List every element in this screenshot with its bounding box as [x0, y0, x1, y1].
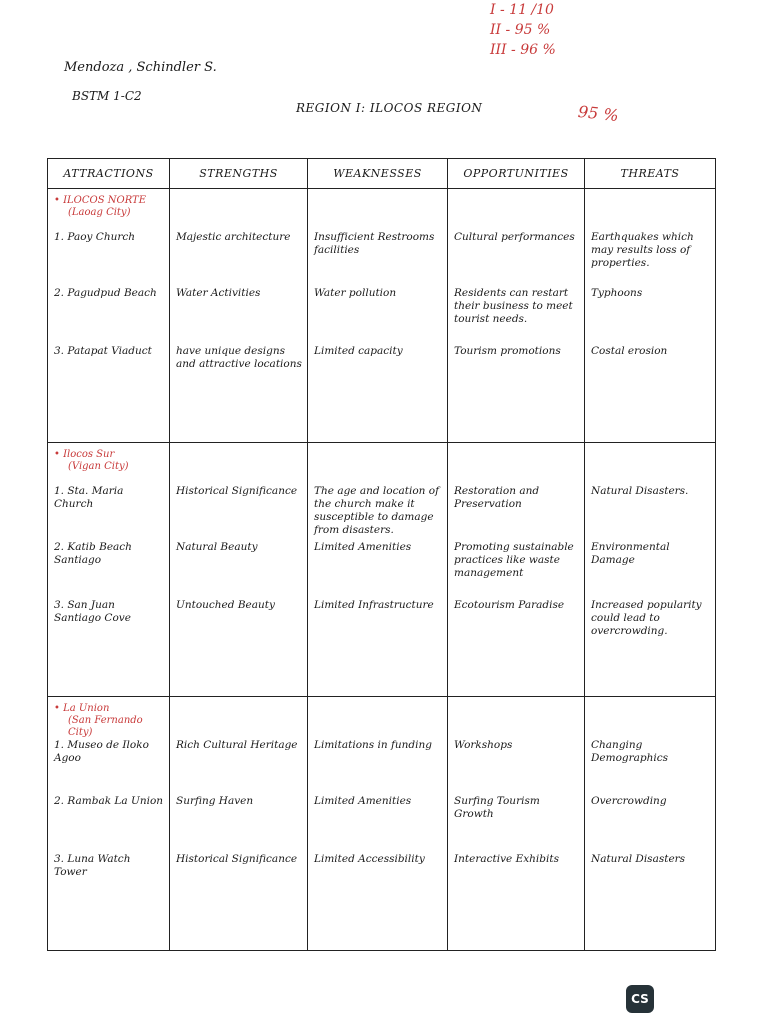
region-block	[48, 697, 716, 951]
column-header: WEAKNESSES	[308, 159, 448, 189]
region-city: (Laoag City)	[68, 207, 131, 218]
column-header: THREATS	[585, 159, 716, 189]
opportunity-entry: Tourism promotions	[454, 345, 561, 357]
opportunity-entry: Restoration and Preservation	[454, 485, 540, 510]
grade-mark: 95 %	[577, 101, 620, 126]
strength-entry: Natural Beauty	[176, 541, 258, 553]
strength-entry: Historical Significance	[176, 853, 298, 865]
table-cell	[585, 697, 716, 951]
swot-table	[47, 158, 716, 951]
table-cell	[448, 189, 585, 443]
grade-line: I - 11 /10	[490, 2, 554, 18]
table-cell	[308, 189, 448, 443]
weakness-entry: Limitations in funding	[314, 739, 432, 751]
strength-entry: Rich Cultural Heritage	[176, 739, 298, 751]
threat-entry: Increased popularity could lead to overcrowding.	[591, 599, 702, 637]
attraction-entry: 3. San Juan Santiago Cove	[54, 599, 131, 624]
threat-entry: Overcrowding	[591, 795, 667, 807]
table-cell	[448, 697, 585, 951]
student-name: Mendoza , Schindler S.	[64, 60, 217, 75]
weakness-entry: Water pollution	[314, 287, 397, 299]
region-block	[48, 189, 716, 443]
strength-entry: Untouched Beauty	[176, 599, 275, 611]
grade-notes	[490, 0, 556, 60]
attraction-entry: 2. Katib Beach Santiago	[54, 541, 132, 566]
region-name: • ILOCOS NORTE	[54, 195, 147, 206]
table-cell	[585, 443, 716, 697]
attraction-entry: 3. Luna Watch Tower	[54, 853, 131, 878]
section-label: BSTM 1-C2	[72, 89, 142, 103]
threat-entry: Natural Disasters.	[591, 485, 689, 497]
grade-line: II - 95 %	[490, 22, 551, 38]
attraction-entry: 2. Pagudpud Beach	[54, 287, 157, 299]
attraction-entry: 1. Museo de Iloko Agoo	[54, 739, 149, 764]
column-header: ATTRACTIONS	[48, 159, 170, 189]
camscanner-logo: CS	[626, 985, 654, 1013]
threat-entry: Earthquakes which may results loss of properties.	[591, 231, 694, 269]
table-cell	[170, 189, 308, 443]
table-cell	[170, 697, 308, 951]
region-label	[54, 449, 129, 473]
table-cell	[48, 443, 170, 697]
table-header-row	[48, 159, 716, 189]
strength-entry: Historical Significance	[176, 485, 298, 497]
threat-entry: Changing Demographics	[591, 739, 669, 764]
weakness-entry: The age and location of the church make it susceptible to damage from disasters.	[314, 485, 439, 536]
page-title: REGION I: ILOCOS REGION	[296, 101, 483, 115]
region-city: (San Fernando City)	[68, 715, 143, 738]
table-cell	[448, 443, 585, 697]
opportunity-entry: Interactive Exhibits	[454, 853, 559, 865]
threat-entry: Natural Disasters	[591, 853, 686, 865]
weakness-entry: Limited capacity	[314, 345, 403, 357]
table-cell	[308, 443, 448, 697]
table-cell	[308, 697, 448, 951]
threat-entry: Typhoons	[591, 287, 643, 299]
column-header: OPPORTUNITIES	[448, 159, 585, 189]
grade-line: III - 96 %	[490, 42, 556, 58]
attraction-entry: 1. Sta. Maria Church	[54, 485, 124, 510]
table-cell	[48, 697, 170, 951]
attraction-entry: 2. Rambak La Union	[54, 795, 164, 807]
weakness-entry: Limited Infrastructure	[314, 599, 434, 611]
weakness-entry: Limited Amenities	[314, 795, 412, 807]
threat-entry: Environmental Damage	[591, 541, 670, 566]
table-cell	[48, 189, 170, 443]
table-cell	[170, 443, 308, 697]
weakness-entry: Insufficient Restrooms facilities	[314, 231, 435, 256]
region-label	[54, 195, 146, 219]
strength-entry: Majestic architecture	[176, 231, 291, 243]
column-header: STRENGTHS	[170, 159, 308, 189]
region-name: • La Union	[54, 703, 110, 714]
opportunity-entry: Workshops	[454, 739, 513, 751]
region-label	[54, 703, 169, 739]
weakness-entry: Limited Accessibility	[314, 853, 425, 865]
strength-entry: Water Activities	[176, 287, 261, 299]
weakness-entry: Limited Amenities	[314, 541, 412, 553]
strength-entry: have unique designs and attractive locations	[176, 345, 302, 370]
threat-entry: Costal erosion	[591, 345, 668, 357]
region-city: (Vigan City)	[68, 461, 129, 472]
opportunity-entry: Residents can restart their business to meet tourist needs.	[454, 287, 573, 325]
opportunity-entry: Cultural performances	[454, 231, 575, 243]
region-name: • Ilocos Sur	[54, 449, 115, 460]
attraction-entry: 3. Patapat Viaduct	[54, 345, 152, 357]
strength-entry: Surfing Haven	[176, 795, 254, 807]
region-block	[48, 443, 716, 697]
opportunity-entry: Promoting sustainable practices like waste management	[454, 541, 574, 579]
opportunity-entry: Ecotourism Paradise	[454, 599, 565, 611]
opportunity-entry: Surfing Tourism Growth	[454, 795, 540, 820]
attraction-entry: 1. Paoy Church	[54, 231, 136, 243]
table-cell	[585, 189, 716, 443]
